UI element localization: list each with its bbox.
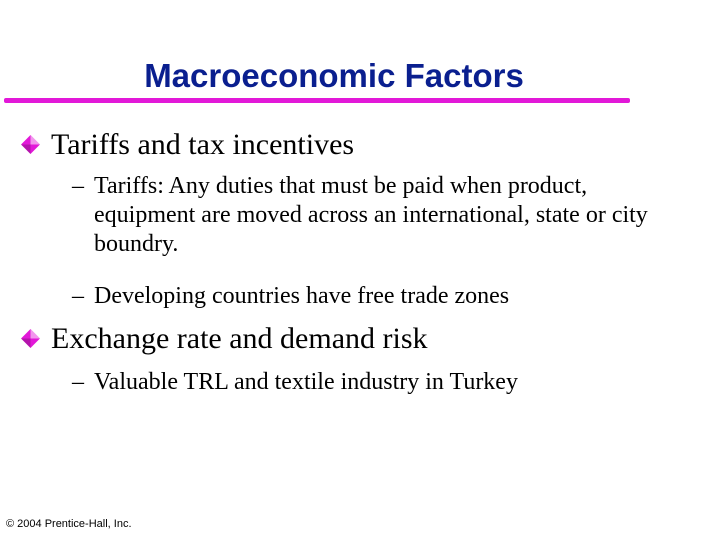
diamond-bullet-icon: [20, 328, 41, 349]
sub-bullet-item: [72, 282, 672, 311]
dash-marker: –: [72, 369, 84, 395]
diamond-bullet-icon: [20, 134, 41, 155]
sub-bullet-text: Developing countries have free trade zones: [94, 283, 510, 309]
bullet-text: Tariffs and tax incentives: [51, 128, 355, 161]
title-underline: [4, 98, 630, 103]
bullet-item: [20, 322, 428, 356]
copyright-footer: © 2004 Prentice-Hall, Inc.: [6, 518, 132, 530]
sub-bullet-text: Valuable TRL and textile industry in Turkey: [94, 369, 518, 395]
slide-title: Macroeconomic Factors: [144, 57, 524, 94]
sub-bullet-item: [72, 172, 672, 259]
dash-marker: –: [72, 173, 84, 199]
bullet-item: [20, 128, 354, 162]
bullet-text: Exchange rate and demand risk: [51, 322, 428, 355]
sub-bullet-text: Tariffs: Any duties that must be paid when product, equipment are moved across an international, state or city boundry.: [94, 173, 648, 257]
sub-bullet-item: [72, 368, 672, 397]
dash-marker: –: [72, 283, 84, 309]
